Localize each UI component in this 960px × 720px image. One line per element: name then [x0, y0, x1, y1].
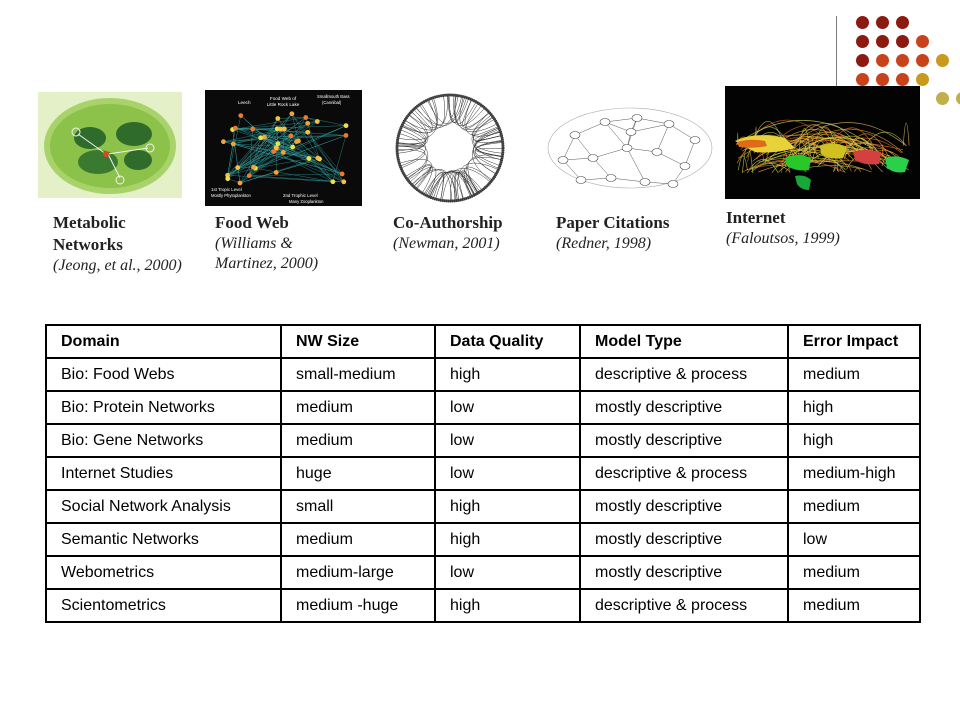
decor-dot: [856, 73, 869, 86]
internet-image: [725, 86, 920, 199]
decor-dot: [896, 73, 909, 86]
cell-model-type: descriptive & process: [580, 457, 788, 490]
food-web-label-top2: Little Rock Lake: [266, 102, 300, 107]
cell-error-impact: medium: [788, 358, 920, 391]
caption-title: Co-Authorship: [393, 213, 503, 232]
caption-citation-line2: Martinez, 2000): [215, 255, 319, 273]
cell-nw-size: medium: [281, 391, 435, 424]
cell-nw-size: medium: [281, 523, 435, 556]
decor-dot: [856, 54, 869, 67]
cell-data-quality: low: [435, 391, 580, 424]
decor-dot: [896, 54, 909, 67]
cell-nw-size: small: [281, 490, 435, 523]
cell-error-impact: medium: [788, 556, 920, 589]
decor-dot: [876, 73, 889, 86]
caption-title: Internet: [726, 208, 786, 227]
caption-paper-citations: [556, 212, 670, 254]
table-row: [46, 556, 920, 589]
food-web-label-bass: Smallmouth Bass: [317, 94, 350, 99]
cell-model-type: mostly descriptive: [580, 523, 788, 556]
cell-nw-size: medium-large: [281, 556, 435, 589]
cell-error-impact: low: [788, 523, 920, 556]
caption-food-web: [215, 212, 318, 275]
cell-data-quality: low: [435, 556, 580, 589]
decor-dot: [956, 92, 960, 105]
food-web-label-top: Food Web of: [269, 96, 297, 101]
caption-title-line2: Networks: [53, 234, 123, 254]
decor-dot: [856, 35, 869, 48]
food-web-label-second2: Many Zooplankton: [289, 199, 324, 204]
cell-nw-size: medium -huge: [281, 589, 435, 622]
cell-domain: Bio: Gene Networks: [46, 424, 281, 457]
cell-error-impact: high: [788, 424, 920, 457]
cell-model-type: descriptive & process: [580, 589, 788, 622]
table-row: [46, 589, 920, 622]
cell-domain: Social Network Analysis: [46, 490, 281, 523]
caption-title: Metabolic: [53, 213, 126, 232]
header-nw-size: NW Size: [281, 325, 435, 358]
food-web-label-bass2: (Cannibal): [322, 100, 342, 105]
table-row: [46, 358, 920, 391]
caption-co-authorship: [393, 212, 503, 254]
cell-model-type: descriptive & process: [580, 358, 788, 391]
caption-citation: (Newman, 2001): [393, 234, 500, 252]
food-web-label-first: 1st Tropic Level: [211, 187, 242, 192]
cell-model-type: mostly descriptive: [580, 424, 788, 457]
table-row: [46, 490, 920, 523]
header-error-impact: Error Impact: [788, 325, 920, 358]
cell-error-impact: medium: [788, 490, 920, 523]
cell-nw-size: huge: [281, 457, 435, 490]
cell-data-quality: low: [435, 457, 580, 490]
caption-title: Food Web: [215, 213, 289, 232]
cell-domain: Bio: Protein Networks: [46, 391, 281, 424]
cell-model-type: mostly descriptive: [580, 490, 788, 523]
cell-error-impact: medium: [788, 589, 920, 622]
co-authorship-image: [390, 92, 510, 204]
cell-domain: Bio: Food Webs: [46, 358, 281, 391]
cell-error-impact: medium-high: [788, 457, 920, 490]
cell-domain: Semantic Networks: [46, 523, 281, 556]
cell-domain: Internet Studies: [46, 457, 281, 490]
caption-citation: (Faloutsos, 1999): [726, 229, 840, 247]
cell-data-quality: high: [435, 358, 580, 391]
decor-dot: [936, 54, 949, 67]
table-header-row: [46, 325, 920, 358]
decor-dot: [936, 92, 949, 105]
food-web-label-second: 2nd Trophic Level: [283, 193, 318, 198]
decor-dot: [876, 16, 889, 29]
table-row: [46, 457, 920, 490]
decor-dot: [856, 16, 869, 29]
cell-data-quality: high: [435, 490, 580, 523]
food-web-label-leech: Leech: [238, 100, 251, 105]
cell-domain: Scientometrics: [46, 589, 281, 622]
food-web-label-first2: Mostly Phytoplankton: [211, 193, 251, 198]
decor-dot: [896, 16, 909, 29]
table-row: [46, 523, 920, 556]
cell-data-quality: high: [435, 589, 580, 622]
decor-dot: [876, 35, 889, 48]
decor-dot: [916, 54, 929, 67]
caption-metabolic: [53, 212, 182, 276]
caption-internet: [726, 207, 840, 249]
cell-model-type: mostly descriptive: [580, 556, 788, 589]
caption-title: Paper Citations: [556, 213, 670, 232]
cell-domain: Webometrics: [46, 556, 281, 589]
caption-citation: (Williams &: [215, 234, 293, 252]
cell-error-impact: high: [788, 391, 920, 424]
decor-dot: [896, 35, 909, 48]
table-row: [46, 391, 920, 424]
decor-dot: [916, 35, 929, 48]
metabolic-network-image: [38, 92, 182, 198]
cell-model-type: mostly descriptive: [580, 391, 788, 424]
cell-data-quality: low: [435, 424, 580, 457]
caption-citation: (Redner, 1998): [556, 234, 652, 252]
header-model-type: Model Type: [580, 325, 788, 358]
cell-nw-size: medium: [281, 424, 435, 457]
table-row: [46, 424, 920, 457]
caption-citation: (Jeong, et al., 2000): [53, 256, 182, 274]
cell-data-quality: high: [435, 523, 580, 556]
paper-citations-image: [545, 100, 715, 192]
decor-dot: [876, 54, 889, 67]
food-web-image: [205, 90, 362, 206]
header-domain: Domain: [46, 325, 281, 358]
cell-nw-size: small-medium: [281, 358, 435, 391]
header-data-quality: Data Quality: [435, 325, 580, 358]
network-domain-table: [45, 324, 921, 623]
decor-dot: [916, 73, 929, 86]
